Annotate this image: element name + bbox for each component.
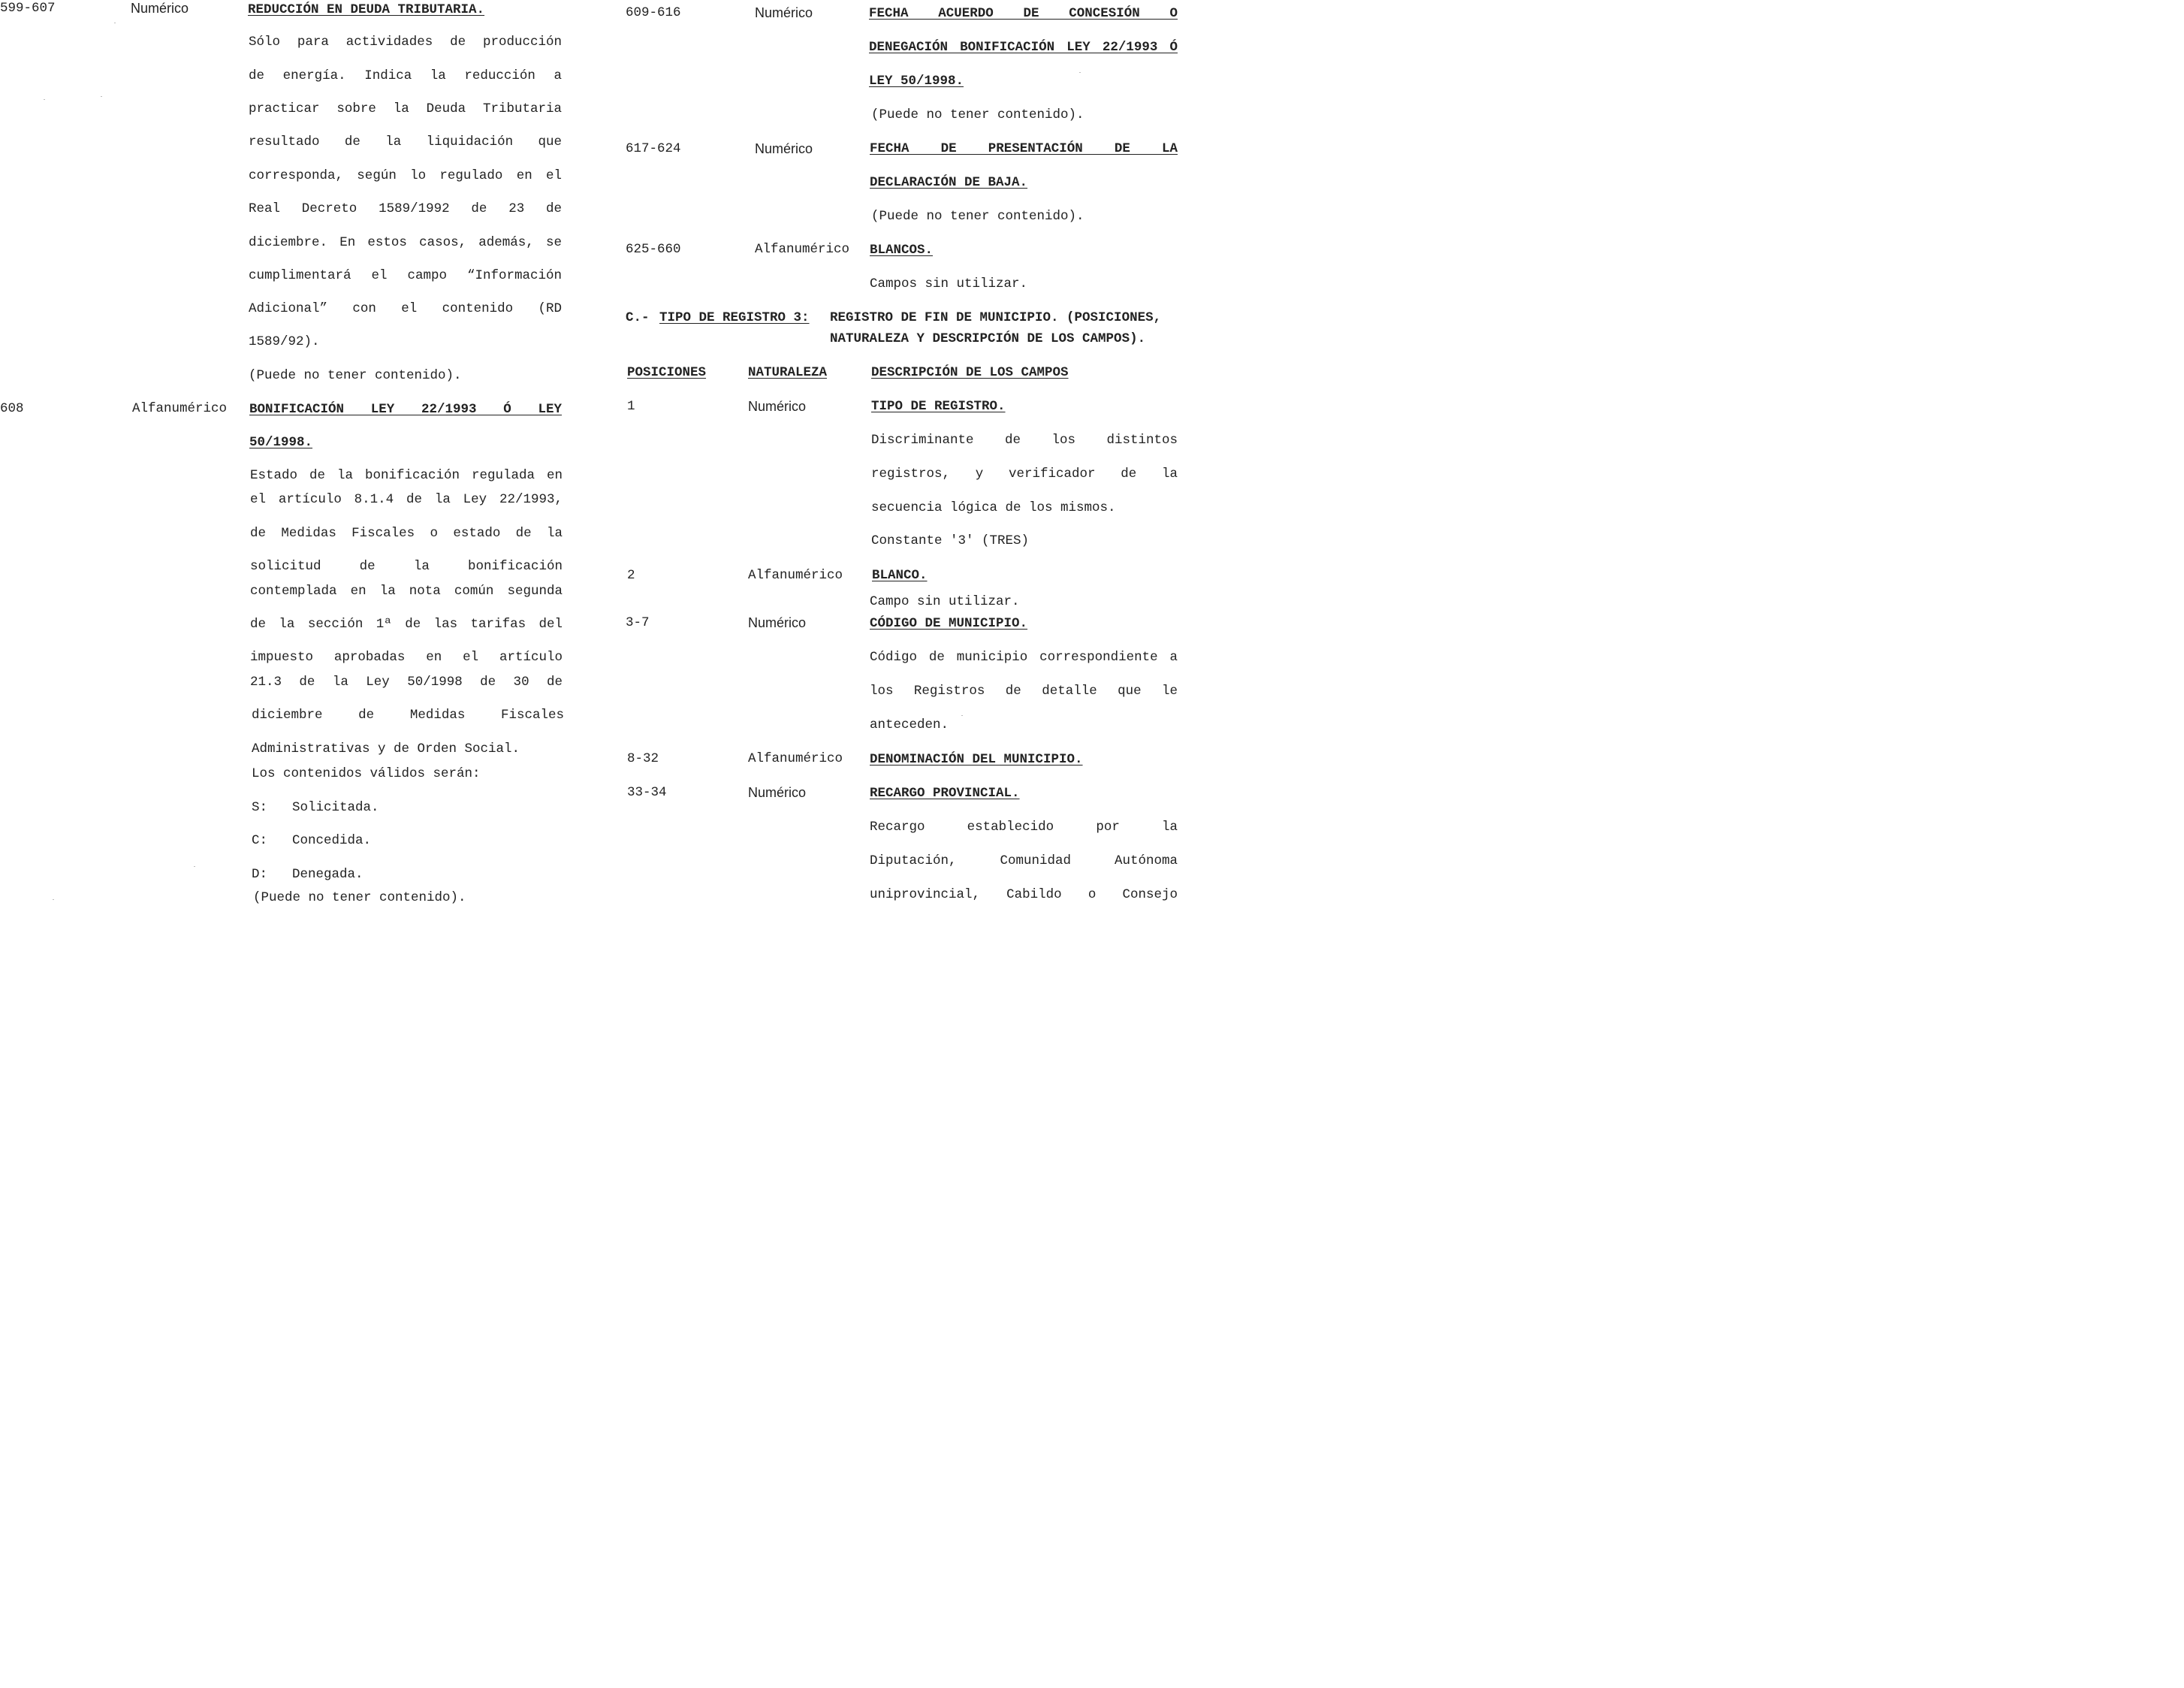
text-line: Código de municipio correspondiente a bbox=[870, 650, 1178, 665]
type-alfanumerico: Alfanumérico bbox=[755, 242, 850, 257]
text-line: anteceden. bbox=[870, 717, 949, 732]
header-naturaleza: NATURALEZA bbox=[748, 365, 828, 380]
text-line: corresponda, según lo regulado en el bbox=[249, 168, 562, 183]
optional-note: (Puede no tener contenido). bbox=[249, 368, 462, 383]
field-title-bonificacion-cont: 50/1998. bbox=[249, 435, 313, 450]
option-value: Solicitada. bbox=[292, 800, 379, 815]
header-descripcion: DESCRIPCIÓN DE LOS CAMPOS bbox=[871, 365, 1069, 380]
field-title-fecha-acuerdo-cont: DENEGACIÓN BONIFICACIÓN LEY 22/1993 Ó bbox=[869, 40, 1178, 55]
field-title-blancos: BLANCOS. bbox=[870, 243, 934, 258]
section-prefix: C.- bbox=[626, 310, 650, 325]
position-599-607: 599-607 bbox=[0, 1, 56, 16]
optional-note: (Puede no tener contenido). bbox=[871, 107, 1084, 122]
type-numerico: Numérico bbox=[755, 5, 813, 20]
text-line: contemplada en la nota común segunda bbox=[250, 584, 563, 599]
option-value: Concedida. bbox=[292, 833, 372, 848]
optional-note: (Puede no tener contenido). bbox=[871, 209, 1084, 224]
scan-speck bbox=[1079, 72, 1081, 73]
position-3-7: 3-7 bbox=[626, 615, 650, 630]
text-line: Los contenidos válidos serán: bbox=[252, 766, 481, 781]
position-608: 608 bbox=[0, 401, 24, 416]
optional-note: (Puede no tener contenido). bbox=[253, 890, 466, 905]
field-title-bonificacion: BONIFICACIÓN LEY 22/1993 Ó LEY bbox=[249, 402, 562, 417]
header-posiciones: POSICIONES bbox=[627, 365, 707, 380]
position-617-624: 617-624 bbox=[626, 141, 681, 156]
text-line: Recargo establecido por la bbox=[870, 820, 1178, 835]
text-line: resultado de la liquidación que bbox=[249, 134, 562, 149]
text-line: Administrativas y de Orden Social. bbox=[252, 741, 520, 756]
type-numerico: Numérico bbox=[755, 141, 813, 156]
text-line: Adicional” con el contenido (RD bbox=[249, 301, 562, 316]
type-numerico: Numérico bbox=[748, 399, 807, 414]
field-description-blancos: Campos sin utilizar. bbox=[870, 276, 1028, 291]
text-line: 21.3 de la Ley 50/1998 de 30 de bbox=[250, 675, 563, 690]
scan-speck bbox=[194, 866, 195, 867]
text-line: los Registros de detalle que le bbox=[870, 684, 1178, 699]
scan-speck bbox=[44, 99, 45, 100]
position-2: 2 bbox=[627, 568, 635, 583]
type-alfanumerico: Alfanumérico bbox=[748, 568, 843, 583]
field-title-fecha-acuerdo: FECHA ACUERDO DE CONCESIÓN O bbox=[869, 6, 1178, 21]
field-title-fecha-acuerdo-cont: LEY 50/1998. bbox=[869, 74, 964, 89]
section-label: TIPO DE REGISTRO 3: bbox=[659, 310, 810, 325]
text-line: Sólo para actividades de producción bbox=[249, 35, 562, 50]
text-line: el artículo 8.1.4 de la Ley 22/1993, bbox=[250, 492, 563, 507]
text-line: 1589/92). bbox=[249, 334, 320, 349]
field-title-recargo-provincial: RECARGO PROVINCIAL. bbox=[870, 786, 1020, 801]
text-line: Estado de la bonificación regulada en bbox=[250, 468, 563, 483]
position-33-34: 33-34 bbox=[627, 785, 667, 800]
position-1: 1 bbox=[627, 399, 635, 414]
text-line: de Medidas Fiscales o estado de la bbox=[250, 526, 563, 541]
field-title-blanco: BLANCO. bbox=[872, 568, 928, 583]
section-title: REGISTRO DE FIN DE MUNICIPIO. (POSICIONES, bbox=[830, 310, 1162, 325]
field-title-fecha-presentacion: FECHA DE PRESENTACIÓN DE LA bbox=[870, 141, 1178, 156]
text-line: Real Decreto 1589/1992 de 23 de bbox=[249, 201, 562, 216]
text-line: de la sección 1ª de las tarifas del bbox=[250, 617, 563, 632]
scan-speck bbox=[53, 899, 54, 900]
scan-speck bbox=[961, 715, 963, 716]
field-description-blanco: Campo sin utilizar. bbox=[870, 594, 1020, 609]
option-key: C: bbox=[252, 833, 268, 848]
type-numerico: Numérico bbox=[748, 615, 807, 630]
scan-speck bbox=[101, 96, 102, 97]
type-alfanumerico: Alfanumérico bbox=[748, 751, 843, 766]
text-line: cumplimentará el campo “Información bbox=[249, 268, 562, 283]
option-value: Denegada. bbox=[292, 867, 363, 882]
text-line: Discriminante de los distintos bbox=[871, 433, 1178, 448]
text-line: uniprovincial, Cabildo o Consejo bbox=[870, 887, 1178, 902]
field-title-denominacion-municipio: DENOMINACIÓN DEL MUNICIPIO. bbox=[870, 752, 1083, 767]
text-line: impuesto aprobadas en el artículo bbox=[250, 650, 563, 665]
text-line: de energía. Indica la reducción a bbox=[249, 68, 562, 83]
type-numerico: Numérico bbox=[131, 1, 189, 16]
text-line: Constante '3' (TRES) bbox=[871, 533, 1030, 548]
text-line: solicitud de la bonificación bbox=[250, 559, 563, 574]
section-title-cont: NATURALEZA Y DESCRIPCIÓN DE LOS CAMPOS). bbox=[830, 331, 1146, 346]
type-numerico: Numérico bbox=[748, 785, 807, 800]
field-title-reduccion: REDUCCIÓN EN DEUDA TRIBUTARIA. bbox=[248, 2, 485, 17]
field-title-codigo-municipio: CÓDIGO DE MUNICIPIO. bbox=[870, 616, 1028, 631]
text-line: Diputación, Comunidad Autónoma bbox=[870, 853, 1178, 868]
text-line: registros, y verificador de la bbox=[871, 467, 1178, 482]
text-line: diciembre de Medidas Fiscales bbox=[252, 708, 564, 723]
position-8-32: 8-32 bbox=[627, 751, 659, 766]
position-609-616: 609-616 bbox=[626, 5, 681, 20]
field-title-tipo-registro: TIPO DE REGISTRO. bbox=[871, 399, 1006, 414]
text-line: diciembre. En estos casos, además, se bbox=[249, 235, 562, 250]
text-line: secuencia lógica de los mismos. bbox=[871, 500, 1116, 515]
text-line: practicar sobre la Deuda Tributaria bbox=[249, 101, 562, 116]
field-title-fecha-presentacion-cont: DECLARACIÓN DE BAJA. bbox=[870, 175, 1028, 190]
option-key: S: bbox=[252, 800, 268, 815]
option-key: D: bbox=[252, 867, 268, 882]
position-625-660: 625-660 bbox=[626, 242, 681, 257]
type-alfanumerico: Alfanumérico bbox=[132, 401, 228, 416]
